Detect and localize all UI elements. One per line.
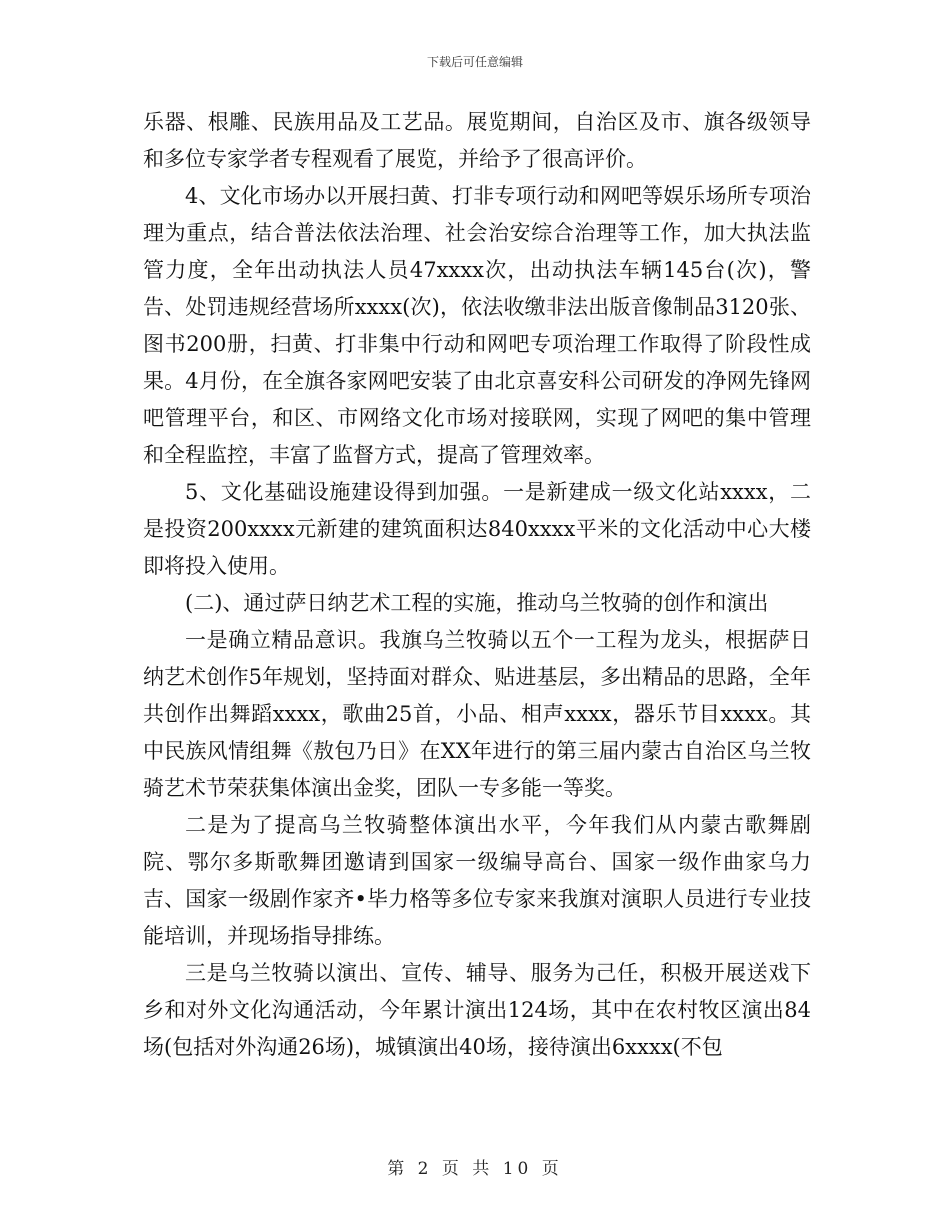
page-number-footer: 第 2 页 共 10 页 xyxy=(387,1159,563,1179)
paragraph-1: 乐器、根雕、民族用品及工艺品。展览期间，自治区及市、旗各级领导和多位专家学者专程观看了展览，并给予了很高评价。 xyxy=(143,110,811,171)
document-body xyxy=(143,104,811,1066)
section-heading: (二)、通过萨日纳艺术工程的实施，推动乌兰牧骑的创作和演出 xyxy=(185,591,769,615)
paragraph-3: 5、文化基础设施建设得到加强。一是新建成一级文化站xxxx，二是投资200xxxx元新建的建筑面积达840xxxx平米的文化活动中心大楼即将投入使用。 xyxy=(143,480,811,578)
paragraph-6: 三是乌兰牧骑以演出、宣传、辅导、服务为己任，积极开展送戏下乡和对外文化沟通活动，今年累计演出124场，其中在农村牧区演出84场(包括对外沟通26场)，城镇演出40场，接待演出6xxxx(不包 xyxy=(143,961,811,1059)
paragraph-2: 4、文化市场办以开展扫黄、打非专项行动和网吧等娱乐场所专项治理为重点，结合普法依法治理、社会治安综合治理等工作，加大执法监管力度，全年出动执法人员47xxxx次，出动执法车辆145台(次)，警告、处罚违规经营场所xxxx(次)，依法收缴非法出版音像制品3120张、图书200册，扫黄、打非集中行动和网吧专项治理工作取得了阶段性成果。4月份，在全旗各家网吧安装了由北京喜安科公司研发的净网先锋网吧管理平台，和区、市网络文化市场对接联网，实现了网吧的集中管理和全程监控，丰富了监督方式，提高了管理效率。 xyxy=(143,184,811,467)
paragraph-5: 二是为了提高乌兰牧骑整体演出水平，今年我们从内蒙古歌舞剧院、鄂尔多斯歌舞团邀请到国家一级编导高台、国家一级作曲家乌力吉、国家一级剧作家齐•毕力格等多位专家来我旗对演职人员进行专业技能培训，并现场指导排练。 xyxy=(143,813,811,948)
paragraph-4: 一是确立精品意识。我旗乌兰牧骑以五个一工程为龙头，根据萨日纳艺术创作5年规划，坚持面对群众、贴进基层，多出精品的思路，全年共创作出舞蹈xxxx，歌曲25首，小品、相声xxxx，器乐节目xxxx。其中民族风情组舞《敖包乃日》在XX年进行的第三届内蒙古自治区乌兰牧骑艺术节荣获集体演出金奖，团队一专多能一等奖。 xyxy=(143,628,811,800)
page-header-note: 下载后可任意编辑 xyxy=(426,55,523,69)
